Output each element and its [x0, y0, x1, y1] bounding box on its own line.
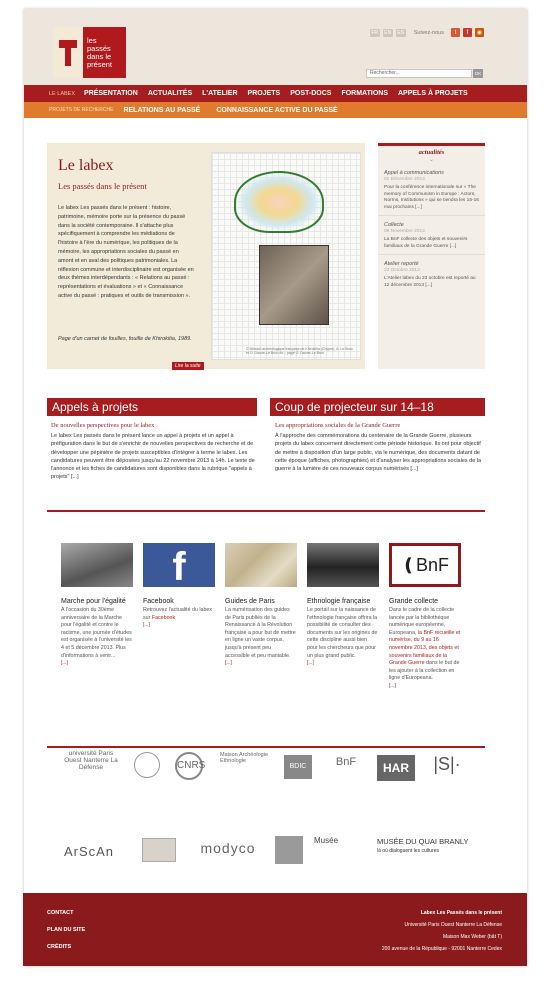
- cnrs-logo-icon[interactable]: CNRS: [175, 752, 203, 780]
- excavation-plan-drawing: [234, 171, 324, 233]
- news-item-title: Appel à communications: [384, 170, 444, 176]
- modyco-logo[interactable]: modyco: [200, 840, 256, 856]
- partner-logo-icon[interactable]: [142, 838, 176, 862]
- news-item[interactable]: [378, 222, 485, 255]
- notebook-image: [211, 152, 361, 360]
- news-item-title: Collecte: [384, 222, 404, 228]
- bnf-logo[interactable]: BnF: [335, 756, 357, 768]
- mae-logo[interactable]: Maison Archéologie Ethnologie: [220, 752, 269, 764]
- tile-more[interactable]: [...]: [143, 622, 150, 629]
- news-sidebar: [378, 143, 485, 369]
- read-more-button[interactable]: Lire la suite: [172, 362, 204, 370]
- facebook-icon[interactable]: f: [463, 28, 472, 37]
- nav-crumb[interactable]: LE LABEX: [49, 90, 75, 97]
- nav-formations[interactable]: FORMATIONS: [341, 90, 388, 97]
- logo-text-4: présent: [87, 59, 113, 69]
- isp-logo-icon[interactable]: |S|·: [433, 754, 461, 774]
- musee-logo[interactable]: Musée: [314, 836, 339, 845]
- appels-body: Le labex Les passés dans le présent lance un appel à projets et un appel à préfiguration dans le but de s'enrichir de nouvelles perspectives de recherche et de développer une pépinière de projets susceptibles d'intégrer à terme le labex. Les candidatures peuvent être déposées jusqu'au 22 novembre 2013 à 14h. Le texte de l'annonce et les fiches de candidatures sont disponibles dans la rubrique "appels à projets" [...]: [51, 433, 255, 481]
- news-item[interactable]: [378, 170, 485, 216]
- labex-feature: [47, 143, 365, 369]
- tile-title: Marche pour l'égalité: [61, 598, 126, 605]
- news-item[interactable]: [378, 261, 485, 293]
- news-item-date: 09 Novembre 2013: [384, 229, 425, 234]
- tile-guides[interactable]: [225, 543, 297, 666]
- search-button[interactable]: OK: [474, 71, 482, 76]
- footer: [23, 893, 527, 966]
- twitter-icon[interactable]: t: [451, 28, 460, 37]
- footer-university: Université Paris Ouest Nanterre La Défense: [404, 922, 502, 928]
- news-title: actualités: [418, 149, 445, 156]
- labex-subtitle: Les passés dans le présent: [58, 181, 147, 191]
- logo-text-2: passés: [87, 43, 111, 53]
- subnav-crumb[interactable]: PROJETS DE RECHERCHE: [49, 107, 114, 113]
- sub-nav: [24, 102, 527, 118]
- image-credit: © Mission archéologique française de Khirokitia (Chypre). A. Le Brun et O. Daune-Le Brun dir. ; page O. Daune-Le Brun: [246, 347, 353, 355]
- subnav-connaissance[interactable]: CONNAISSANCE ACTIVE DU PASSÉ: [216, 106, 338, 114]
- logo-text-1: les: [87, 35, 97, 45]
- nav-presentation[interactable]: PRÉSENTATION: [84, 90, 138, 97]
- tile-ethnologie[interactable]: [307, 543, 379, 666]
- news-item-body: L'Atelier labex du 23 octobre est reporté au 12 décembre 2013 [...]: [384, 276, 476, 288]
- footer-credits-link[interactable]: CRÉDITS: [47, 944, 72, 950]
- projecteur-body: À l'approche des commémorations du centenaire de la Grande Guerre, plusieurs projets du labex concernent directement cette période historique. Ils ont pour objectif de mettre à disposition d'un large public, via le numérique, des documents datant de cette époque (affiches, photographies) et d'analyser les appropriations sociales de la guerre à la lumière de ces nouveaux corpus numérisés [...]: [275, 433, 482, 473]
- chevron-down-icon[interactable]: ⌄: [428, 157, 435, 163]
- divider: [47, 510, 485, 512]
- facebook-icon: f: [143, 543, 215, 587]
- tile-marche[interactable]: [61, 543, 133, 666]
- bdic-logo[interactable]: BDIC: [284, 755, 312, 779]
- partners-logos: [0, 750, 550, 880]
- tile-body: Le portail sur la naissance de l'ethnologie française offrira la possibilité de consulter des documents sur les origines de cette discipline aussi bien pour les chercheurs que pour un plus grand public.: [307, 607, 378, 659]
- facebook-link[interactable]: Facebook: [151, 614, 176, 621]
- footer-sitemap-link[interactable]: PLAN DU SITE: [47, 927, 86, 933]
- header-tools: [370, 28, 484, 37]
- news-item-date: 01 Décembre 2013: [384, 177, 425, 182]
- partner-logo-icon[interactable]: [275, 836, 303, 864]
- news-item-title: Atelier reporté: [384, 261, 419, 267]
- tile-body: La numérisation des guides de Paris publiés de la Renaissance à la Révolution française a pour but de mettre en ligne un vaste corpus, jusqu'à présent peu accessible et peu maniable.: [225, 607, 296, 659]
- paris-ouest-logo[interactable]: université Paris Ouest Nanterre La Défense: [64, 750, 118, 771]
- tile-title: Grande collecte: [389, 598, 439, 605]
- subnav-relations[interactable]: RELATIONS AU PASSÉ: [123, 106, 201, 114]
- tile-body: Dans le cadre de la collecte lancée par la bibliothèque numérique européenne, Europeana, la BnF recueille et numérise, du 9 au 16 novembre 2013, des objets et souvenirs familiaux de la Grande Guerre dans le but de les ajouter à la collection en ligne d'Europeana.: [389, 607, 461, 682]
- tile-more[interactable]: [...]: [307, 660, 314, 667]
- tile-collecte[interactable]: [389, 543, 461, 689]
- tile-body: À l'occasion du 30ème anniversaire de la Marche pour l'égalité et contre le racisme, une journée d'études est organisée à l'université les 4 et 5 décembre 2013. Plus d'informations à venir...: [61, 607, 132, 659]
- nav-post-docs[interactable]: POST-DOCS: [290, 90, 332, 97]
- tile-title: Guides de Paris: [225, 598, 275, 605]
- search-input[interactable]: Rechercher...: [366, 69, 472, 78]
- appels-heading[interactable]: Appels à projets: [47, 398, 257, 416]
- tile-more[interactable]: [...]: [389, 682, 396, 689]
- seal-logo-icon[interactable]: [134, 752, 160, 778]
- har-logo-icon[interactable]: HAR: [377, 755, 415, 781]
- lang-en[interactable]: EN: [384, 29, 392, 36]
- footer-address: 200 avenue de la République - 92001 Nanterre Cedex: [381, 946, 502, 952]
- footer-contact-link[interactable]: CONTACT: [47, 910, 74, 916]
- projecteur-subtitle[interactable]: Les appropriations sociales de la Grande Guerre: [275, 422, 401, 429]
- follow-label: Suivez-nous: [413, 29, 444, 36]
- logo-mark-icon: [53, 27, 83, 78]
- arscan-logo[interactable]: ArScAn: [63, 844, 115, 859]
- news-item-body: La BnF collecte des objets et souvenirs familiaux de la Grande Guerre [...]: [384, 237, 468, 249]
- footer-building: Maison Max Weber (bât T): [442, 934, 502, 940]
- nav-actualites[interactable]: ACTUALITÉS: [147, 90, 193, 97]
- tile-body: Retrouvez l'actualité du labex sur Facebook: [143, 607, 213, 621]
- labex-body: Le labex Les passés dans le présent : histoire, patrimoine, mémoire porte sur la présence du passé dans la société contemporaine. Il s'attache plus spécifiquement à comprendre les médiations de l'histoire à l'ère du numérique, les politiques de la mémoire, les appropriations sociales du passé en amont et en aval des politiques patrimoniales. La réflexion commune et interdisciplinaire est organisée en deux thèmes interdépendants : « Relations au passé : représentations et évaluations » et « Connaissance active du passé : pratiques et outils de transmission ».: [58, 205, 194, 299]
- site-logo[interactable]: [53, 27, 126, 78]
- tile-title: Ethnologie française: [307, 598, 371, 605]
- tile-more[interactable]: [...]: [61, 660, 68, 667]
- ethnologie-image: [307, 543, 379, 587]
- main-nav: [24, 85, 527, 102]
- projecteur-heading[interactable]: Coup de projecteur sur 14–18: [270, 398, 485, 416]
- tile-facebook[interactable]: [143, 543, 215, 628]
- nav-appels[interactable]: APPELS À PROJETS: [398, 90, 468, 97]
- tile-more[interactable]: [...]: [225, 660, 232, 667]
- logo-text-3: dans le: [87, 51, 112, 61]
- paris-map-image: [225, 543, 297, 587]
- lang-fr[interactable]: FR: [371, 29, 379, 36]
- nav-projets[interactable]: PROJETS: [247, 90, 281, 97]
- header: [24, 9, 527, 85]
- excavation-photo: [259, 245, 329, 325]
- bnf-link[interactable]: la BnF recueille et numérise, du 9 au 16 novembre 2013, des objets et souvenirs familiaux de la Grande Guerre: [389, 629, 461, 667]
- labex-title: Le labex: [58, 157, 114, 174]
- news-item-date: 23 Octobre 2013: [384, 268, 420, 273]
- footer-org-name: Labex Les Passés dans le présent: [420, 910, 502, 916]
- divider: [47, 746, 485, 748]
- labex-caption: Page d'un carnet de fouilles, fouille de Khirokitia, 1989.: [58, 336, 192, 342]
- news-item-body: Pour la conférence internationale sur « The memory of Communism in Europe : Actors, Norms, Institutions » qui se tiendra les 15-16 mai prochains [...]: [384, 185, 479, 210]
- bnf-logo-image: ❪BnF: [389, 543, 461, 587]
- rss-icon[interactable]: ◉: [476, 30, 483, 36]
- quai-branly-logo[interactable]: MUSÉE DU QUAI BRANLY là où dialoguent les cultures: [377, 837, 469, 854]
- appels-subtitle[interactable]: De nouvelles perspectives pour le labex: [51, 422, 155, 429]
- tile-title: Facebook: [143, 598, 174, 605]
- marche-image: [61, 543, 133, 587]
- lang-es[interactable]: ES: [397, 29, 405, 36]
- nav-atelier[interactable]: L'ATELIER: [202, 90, 238, 97]
